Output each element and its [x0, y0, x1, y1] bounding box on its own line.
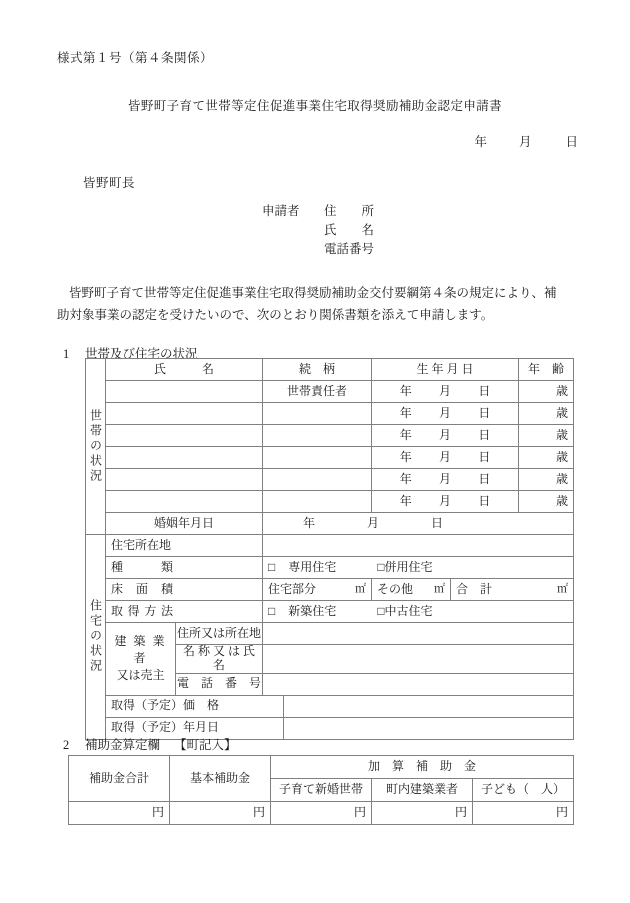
- request-body-text: [57, 282, 573, 326]
- birth-month-label-2: 月: [439, 405, 452, 420]
- section-1-number: 1: [63, 347, 70, 361]
- housing-vertical-label-cell: [86, 535, 106, 740]
- builder-label-line-1: 建 築 業 者: [114, 634, 167, 666]
- table-row: [86, 447, 574, 469]
- housing-acquisition-options: [263, 601, 574, 623]
- unit-label: ㎡: [355, 583, 367, 596]
- applicant-name-label: 氏 名: [324, 223, 375, 237]
- marriage-month-label: 月: [367, 515, 380, 530]
- member-age-5[interactable]: 歳: [519, 469, 574, 491]
- table-row: [86, 491, 574, 513]
- table-row: [86, 403, 574, 425]
- floor-area-residential-cell[interactable]: [263, 579, 372, 601]
- birth-year-label-6: 年: [399, 493, 412, 508]
- member-age-3[interactable]: 歳: [519, 425, 574, 447]
- subsidy-additional-1-header: 子育て新婚世帯: [271, 779, 372, 802]
- ymd-group-5: [372, 473, 518, 487]
- birth-month-label-6: 月: [439, 493, 452, 508]
- birth-month-label-4: 月: [439, 449, 452, 464]
- marriage-day-label: 日: [431, 515, 444, 530]
- request-body-line-1: 皆野町子育て世帯等定住促進事業住宅取得奨励補助金交付要綱第４条の規定により、補: [69, 286, 557, 300]
- housing-type-label: 種 類: [106, 557, 263, 579]
- housing-type-options: [263, 557, 574, 579]
- housing-type-option-2-label: 併用住宅: [384, 559, 433, 574]
- birth-year-label-1: 年: [399, 383, 412, 398]
- builder-address-row: [86, 623, 574, 645]
- builder-address-input[interactable]: [263, 623, 574, 645]
- builder-name-input[interactable]: [263, 645, 574, 674]
- birth-day-label-5: 日: [478, 471, 491, 486]
- floor-area-other-label: その他: [377, 581, 414, 596]
- applicant-name-row: [262, 221, 374, 240]
- subsidy-additional-group-header: 加 算 補 助 金: [271, 756, 574, 779]
- unit-label: ㎡: [557, 583, 569, 596]
- member-relation-5[interactable]: [263, 469, 372, 491]
- marriage-date-row: [86, 513, 574, 535]
- birth-year-label-3: 年: [399, 427, 412, 442]
- checkbox-icon[interactable]: □: [268, 603, 276, 618]
- request-body-line-2: 助対象事業の認定を受けたいので、次のとおり関係書類を添えて申請します。: [57, 308, 494, 322]
- birth-year-label-4: 年: [399, 449, 412, 464]
- subsidy-additional-3-header: 子ども（ 人）: [473, 779, 574, 802]
- birth-day-label-1: 日: [478, 383, 491, 398]
- applicant-label: 申請者: [262, 204, 300, 218]
- acquisition-price-row: [86, 695, 574, 717]
- ymd-group-4: [372, 451, 518, 465]
- section-2-title: 補助金算定欄: [85, 738, 161, 752]
- birth-month-label-1: 月: [439, 383, 452, 398]
- applicant-address-row: [262, 202, 374, 221]
- column-header-name: 氏 名: [106, 359, 263, 381]
- subsidy-header-row-1: [69, 756, 574, 779]
- subsidy-value-row: [69, 802, 574, 825]
- marriage-date-input[interactable]: [263, 513, 574, 535]
- housing-type-option-1[interactable]: [268, 560, 339, 574]
- acquisition-price-label: 取得（予定）価 格: [106, 695, 284, 717]
- acquisition-date-label: 取得（予定）年月日: [106, 717, 284, 739]
- housing-vertical-label: 住宅の状況: [88, 599, 103, 675]
- housing-acquisition-option-1[interactable]: [268, 604, 339, 618]
- member-birthdate-6[interactable]: [372, 491, 519, 513]
- checkbox-icon[interactable]: □: [268, 559, 276, 574]
- birth-day-label-3: 日: [478, 427, 491, 442]
- housing-acquisition-label: 取 得 方 法: [106, 601, 263, 623]
- builder-address-label: 住所又は所在地: [176, 623, 263, 645]
- member-name-input-5[interactable]: [106, 469, 263, 491]
- member-relation-6[interactable]: [263, 491, 372, 513]
- applicant-block: [262, 202, 374, 259]
- member-age-4[interactable]: 歳: [519, 447, 574, 469]
- housing-acquisition-option-1-label: 新築住宅: [288, 603, 337, 618]
- builder-name-label: 名 称 又 は 氏 名: [176, 645, 263, 674]
- marriage-ymd-group: [263, 517, 573, 531]
- ymd-group-1: [372, 385, 518, 399]
- ymd-group-2: [372, 407, 518, 421]
- checkbox-icon[interactable]: □: [377, 603, 385, 618]
- birth-day-label-4: 日: [478, 449, 491, 464]
- member-birthdate-5[interactable]: [372, 469, 519, 491]
- section-2-heading: [63, 735, 237, 753]
- subsidy-calculation-table: [68, 755, 574, 825]
- member-relation-2[interactable]: [263, 403, 372, 425]
- member-name-input-3[interactable]: [106, 425, 263, 447]
- floor-area-other-cell[interactable]: [372, 579, 451, 601]
- floor-area-residential-label: 住宅部分: [268, 581, 317, 596]
- floor-area-residential-group: [263, 583, 371, 597]
- housing-location-row: [86, 535, 574, 557]
- member-birthdate-4[interactable]: [372, 447, 519, 469]
- floor-area-total-cell[interactable]: [451, 579, 574, 601]
- birth-month-label-5: 月: [439, 471, 452, 486]
- marriage-date-label: 婚姻年月日: [106, 513, 263, 535]
- section-1-title: 世帯及び住宅の状況: [85, 347, 198, 361]
- member-relation-3[interactable]: [263, 425, 372, 447]
- applicant-address-label: 住 所: [324, 204, 375, 218]
- marriage-year-label: 年: [303, 515, 316, 530]
- housing-location-label: 住宅所在地: [106, 535, 263, 557]
- table-row: [86, 469, 574, 491]
- checkbox-icon[interactable]: □: [377, 559, 385, 574]
- housing-acquisition-row: [86, 601, 574, 623]
- birth-day-label-2: 日: [478, 405, 491, 420]
- subsidy-basic-header: 基本補助金: [170, 756, 271, 802]
- ymd-group-6: [372, 495, 518, 509]
- member-name-input-2[interactable]: [106, 403, 263, 425]
- builder-phone-input[interactable]: [263, 673, 574, 695]
- form-number: 様式第１号（第４条関係）: [57, 51, 214, 65]
- housing-acquisition-option-2[interactable]: [377, 604, 432, 618]
- member-birthdate-3[interactable]: [372, 425, 519, 447]
- subsidy-basic-value[interactable]: 円: [170, 802, 271, 825]
- section-2-number: 2: [63, 738, 70, 752]
- date-year-label: 年: [474, 135, 487, 149]
- birth-day-label-6: 日: [478, 493, 491, 508]
- acquisition-price-input[interactable]: [284, 695, 574, 717]
- floor-area-total-group: [451, 583, 573, 597]
- housing-location-input[interactable]: [263, 535, 574, 557]
- birth-month-label-3: 月: [439, 427, 452, 442]
- housing-type-row: [86, 557, 574, 579]
- subsidy-total-value[interactable]: 円: [69, 802, 170, 825]
- member-age-1[interactable]: 歳: [519, 381, 574, 403]
- builder-phone-label: 電 話 番 号: [176, 673, 263, 695]
- household-vertical-label-cell: [86, 359, 106, 535]
- acquisition-date-input[interactable]: [284, 717, 574, 739]
- housing-acquisition-option-2-label: 中古住宅: [384, 603, 433, 618]
- submission-date-line: [474, 132, 578, 150]
- floor-area-other-group: [372, 583, 450, 597]
- household-vertical-label: 世帯の状況: [88, 409, 103, 484]
- column-header-birthdate: 生 年 月 日: [372, 359, 519, 381]
- ymd-group-3: [372, 429, 518, 443]
- column-header-relation: 続 柄: [263, 359, 372, 381]
- unit-label: ㎡: [434, 583, 446, 596]
- builder-label-cell: [106, 623, 176, 696]
- member-name-input-4[interactable]: [106, 447, 263, 469]
- member-age-2[interactable]: 歳: [519, 403, 574, 425]
- subsidy-additional-1-value[interactable]: 円: [271, 802, 372, 825]
- builder-label-line-2: 又は売主: [116, 668, 165, 683]
- subsidy-total-header: 補助金合計: [69, 756, 170, 802]
- column-header-age: 年 齢: [519, 359, 574, 381]
- member-birthdate-1[interactable]: [372, 381, 519, 403]
- date-day-label: 日: [565, 135, 578, 149]
- addressee: 皆野町長: [83, 176, 136, 190]
- birth-year-label-2: 年: [399, 405, 412, 420]
- member-age-6[interactable]: 歳: [519, 491, 574, 513]
- member-relation-4[interactable]: [263, 447, 372, 469]
- applicant-phone-label: 電話番号: [324, 242, 375, 256]
- household-housing-table: [85, 358, 574, 740]
- housing-type-option-2[interactable]: [377, 560, 432, 574]
- table-row: [86, 425, 574, 447]
- document-title: 皆野町子育て世帯等定住促進事業住宅取得奨励補助金認定申請書: [127, 99, 503, 113]
- member-name-input-1[interactable]: [106, 381, 263, 403]
- member-name-input-6[interactable]: [106, 491, 263, 513]
- housing-floor-area-row: [86, 579, 574, 601]
- member-birthdate-2[interactable]: [372, 403, 519, 425]
- section-2-note: 【町記入】: [174, 738, 237, 752]
- subsidy-additional-3-value[interactable]: 円: [473, 802, 574, 825]
- member-relation-1[interactable]: 世帯責任者: [263, 381, 372, 403]
- birth-year-label-5: 年: [399, 471, 412, 486]
- applicant-phone-row: [262, 240, 374, 259]
- date-month-label: 月: [518, 135, 532, 149]
- subsidy-additional-2-header: 町内建築業者: [372, 779, 473, 802]
- housing-floor-area-label: 床 面 積: [106, 579, 263, 601]
- housing-type-option-1-label: 専用住宅: [288, 559, 337, 574]
- subsidy-additional-2-value[interactable]: 円: [372, 802, 473, 825]
- floor-area-total-label: 合 計: [456, 581, 493, 596]
- table-row: [86, 381, 574, 403]
- table-header-row: [86, 359, 574, 381]
